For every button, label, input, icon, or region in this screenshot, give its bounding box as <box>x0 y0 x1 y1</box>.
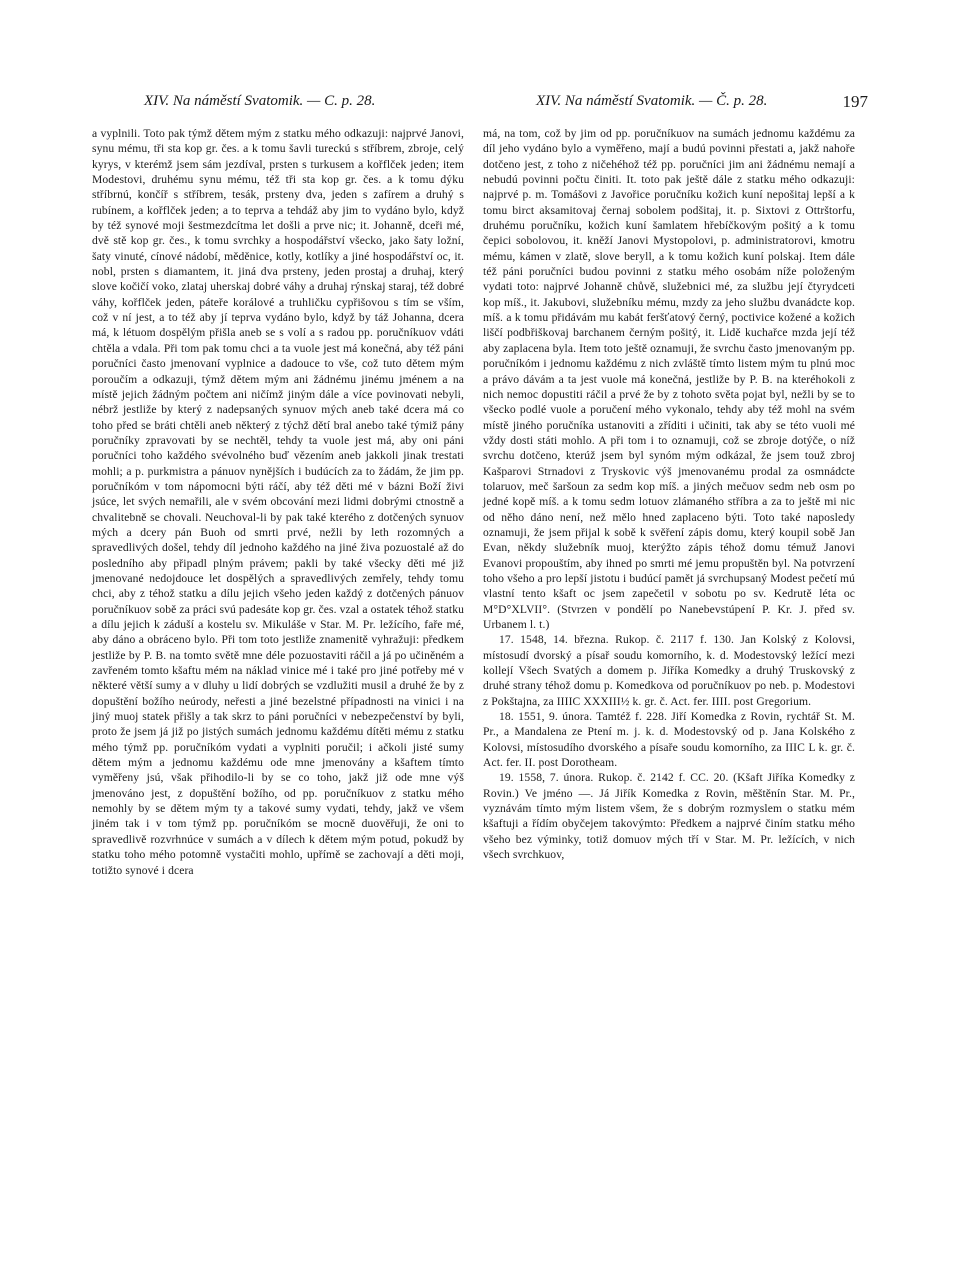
testament-continuation: má, na tom, což by jim od pp. poručníkuov na sumách jednomu každému za díl jeho vydáno bylo a vyměřeno, mají a budú povinni přestati a, jakž nahoře dotčeno jest, z toho z ničehéhož též pp. poručníci jim ani žádnému nemají a nebudú povinni počtu činiti. It. toto pak ještě dále z statku mého odkazuji: najprvé p. m. Tomášovi z Javořice poručníku kožich kuní nepošitaj lepší a k tomu birct aksamitovaj černaj sobolem podšitaj, it. p. Sixtovi z Ottrštorfu, druhému poručníku, kožich kuní šamlatem hřebíčkovým pošitý a k tomu čepici sobolovou, it. kněží Janovi Mystopolovi, p. administratorovi, kmotru mému, kámen v zlatě, slove beryll, a k tomu kožich kuní polskaj. Item dále též páni poručníci budou povinni z statku mého osobám níže položeným vydati toto: najprvé Johanně chůvě, služebnici mé, za službu její čtyrydceti kop míš., it. Jakubovi, služebníku mému, mzdy za jeho službu dvanádcte kop. míš. a k tomu přidávám mu kabát feršťatový černý, poctivice kožené a kožich liščí podbřiškovaj barchanem černým pošitý, it. Lidě kuchařce mzda její též aby zaplacena byla. Item toto ještě oznamuji, že svrchu často jmenovaným pp. poručníkóm i jednomu každému z nich zvláště tímto listem mým tu plnú moc a právo dávám a ta jest vuole má konečná, jestliže by P. B. na kteréhokoli z nich nemoc dopustiti ráčil a prvé že by z tohoto světa pojat byl, nežli by se to všecko podlé vuole a poručení mého vykonalo, tehdy aby též mohl na svém místě jiného poručníka ustanoviti a zříditi i učiniti, tak aby se této vuoli mé vždy dosti státi mohlo. A při tom i to oznamuji, což se zbroje dotýče, o níž svrchu dotčeno, kterúž jsem byl synóm mým odkázal, že jsem touž zbroj Kašparovi Strnadovi z Tryskovic výš jmenovanému prodal za osmnádcte tolaruov, meč šaršoun za sedm kop míš. a jiných mečuov sedm neb osm po jedné kopě míš. a k tomu sedm lotuov zlámaného stříbra a za to ještě mi nic od něho dáno není, než mělo hned zaplaceno býti. Toto také naposledy oznamuji, že jsem přijal k sobě k svěření zápis domu, který koupil sobě Jan Evan, někdy služebník muoj, kterýžto zápis téhož domu témuž Janovi Evanovi propouštím, aby ihned po smrti mé jemu propuštěn byl. Na potvrzení toho všeho a pro lepší jistotu i budúcí pamět já svrchupsaný Modest pečetí mú vlastní tento kšaft oc jsem zapečetil v sobotu po sv. Kedrutě léta oc M°D°XLVII°. (Stvrzen v pondělí po Nanebevstúpení P. Kr. J. před sv. Urbanem l. t.) <box>483 127 855 631</box>
header-left-title: XIV. Na náměstí Svatomik. — C. p. 28. <box>144 93 376 109</box>
right-column <box>483 126 855 863</box>
left-column-text: a vyplnili. Toto pak týmž dětem mým z statku mého odkazuji: najprvé Janovi, synu mému, tři sta kop gr. čes. a k tomu šavli tureckú s stříbrem, zbroje, celý kyrys, v kterémž jsem sám jezdíval, prsten s turkusem a kořflček jeden; item Modestovi, druhému synu mému, též tři sta kop gr. čes. a k tomu dýku stříbrnú, končíř s stříbrem, tesák, prsteny dva, jeden s zafírem a druhý s rubínem, a kořflček jeden; a to teprva a tehdáž aby jim to vydáno bylo, když by též synové moji šestmezdcítma let došli a prve nic; it. Johanně, dceři mé, dvě stě kop gr. čes., k tomu svrchky a hospodářství všecko, jako šaty ložní, šaty vinuté, cínové nádobí, měděnice, kotly, kotlíky a jiné hospodářství oc, it. nobl, prsten s diamantem, it. jiná dva prsteny, jeden prostaj a druhaj, který slove kočičí voko, zlataj uherskaj dobré váhy a druhaj rýnskaj staraj, též dobré váhy, kořflček jeden, páteře korálové a truhličku cypřišovou s tím se vším, což v ní jest, a to též aby jí teprva vydáno bylo, když by táž Johanna, dcera má, k létuom dospělým přišla aneb se s volí a s radou pp. poručníkuov vdáti chtěla a vdala. Při tom pak tomu chci a ta vuole jest má konečná, aby též páni poručníci často jmenovaní vyplnice a dadouce to vše, což tuto dětem mým poroučím a odkazuji, týmž dětem mým ani žádnému jinému jménem a na místě jejich žádným počtem ani ničímž jiným dále a více povinovati nebyli, nébrž jestliže by který z nadepsaných synuov mých aneb také dcera má co toho před se bráti chtěli aneb některý z týchž dětí bral anebo také týmiž pány poručníky zpravovati by se nechtěl, tehdy ta vuole jest má, aby oni páni poručníci toho každého svévolného buď vězením aneb jakkoli jinak trestati mohli; a p. purkmistra a pánuov nynějších i budúcích za to žádám, že jim pp. poručníkóm v tom nápomocni býti ráčí, aby též děti mé v bázni Boží živi jsúce, let svých nemařili, ale v svém obcování mezi lidmi dobrými ctnostně a chvalitebně se chovali. Neuchoval-li by pak také kterého z dotčených synuov mých a dcery pán Buoh od smrti prvé, nežli by leth rozomných a spravedlivých došel, tehdy díl jednoho každého na jiné živa pozuostalé až do posledního aby připadl plným právem; pakli by také všecky děti mé již jmenované nedojdouce let dospělých a spravedlivých zemřely, tehdy tomu chci, aby z téhož statku a dílu jejich všeho jeden každý z dotčených pánuov poručníkuov sobě za práci svú padesáte kop gr. čes. vzal a ostatek téhož statku a dílu jejich k záduší a kostelu sv. Mikuláše v Star. M. Pr. ležícího, faře mé, aby dáno a obráceno bylo. Při tom toto jestliže znamenitě vyhražuji: předkem jestliže by P. B. na tomto světě mne déle pozuostaviti ráčil a já po učiněném a zavřeném tomto kšaftu mém na náklad vinice mé i také pro jiné potřeby mé v některé větší sumy a v dluhy u lidí dobrých se vzdlužiti musil a druhé že by z dopuštění božího neúrody, neřesti a jiné bezelstné případnosti na vinici i na jiný muoj statek přišly a tak skrz to páni poručníci v nebezpečenství by byli, proto že jsem já již po jistých sumách jednomu každému dítěti mému z statku mého týmž pp. poručníkóm vydati a vyplniti poručil; i ačkoli jisté sumy dětem mým a jednomu každému ode mne jmenovány a kšaftem tímto vyměřeny jsú, však přihodilo-li by se co toho, jakž již ode mne výš jmenováno jest, z dopuštění božího, od pp. poručníkuov z statku mého nemohly by se dětem mým ty a takové sumy vydati, tehdy, jakž ve všem jiném tak i v tom týmž pp. poručníkóm se mocně duověřuji, že oni to spravedlivě rozvrhnúce v sumách a v dílech k dětem mým potud, pokudž by statku toho mého potomně vystačiti mohlo, upřímě se zachovají a děti moji, totižto synové i dcera <box>92 127 465 877</box>
header-right-title: XIV. Na náměstí Svatomik. — Č. p. 28. <box>536 93 768 109</box>
entry-17: 17. 1548, 14. března. Rukop. č. 2117 f. 130. Jan Kolský z Kolovsi, místosudí dvorský a písař soudu komorního, k. d. Modestovský ležící mezi kollejí Všech Svatých a domem p. Jiříka Komedky a druhý Truskovský z druhé strany téhož domu p. Komedkova od poručníkuov po neb. p. Modestovi z Pokštajna, za IIIIC XXXIII½ k. gr. č. Act. fer. IIII. post Gregorium. <box>483 633 855 708</box>
page-number: 197 <box>842 92 868 111</box>
entry-18: 18. 1551, 9. února. Tamtéž f. 228. Jiří Komedka z Rovin, rychtář St. M. Pr., a Mandalena ze Ptení m. j. k. d. Modestovský od p. Jana Kolského z Kolovsi, místosudího dvorského a písaře soudu komorního, za IIIC L k. gr. č. Act. fer. II. post Dorotheam. <box>483 710 855 770</box>
running-header <box>88 93 868 115</box>
entry-19: 19. 1558, 7. února. Rukop. č. 2142 f. CC. 20. (Kšaft Jiříka Komedky z Rovin.) Ve jméno —. Já Jiřík Komedka z Rovin, měštěnín Star. M. Pr., vyznávám tímto mým listem všem, že s dobrým rozmyslem o statku mém kšaftuji a řídím obyčejem takovýmto: Předkem a najprvé činím statku mého všeho bez výminky, totiž domuov mých tří v Star. M. Pr. ležících, v nich všech svrchkuov, <box>483 771 855 862</box>
left-column <box>92 126 464 878</box>
